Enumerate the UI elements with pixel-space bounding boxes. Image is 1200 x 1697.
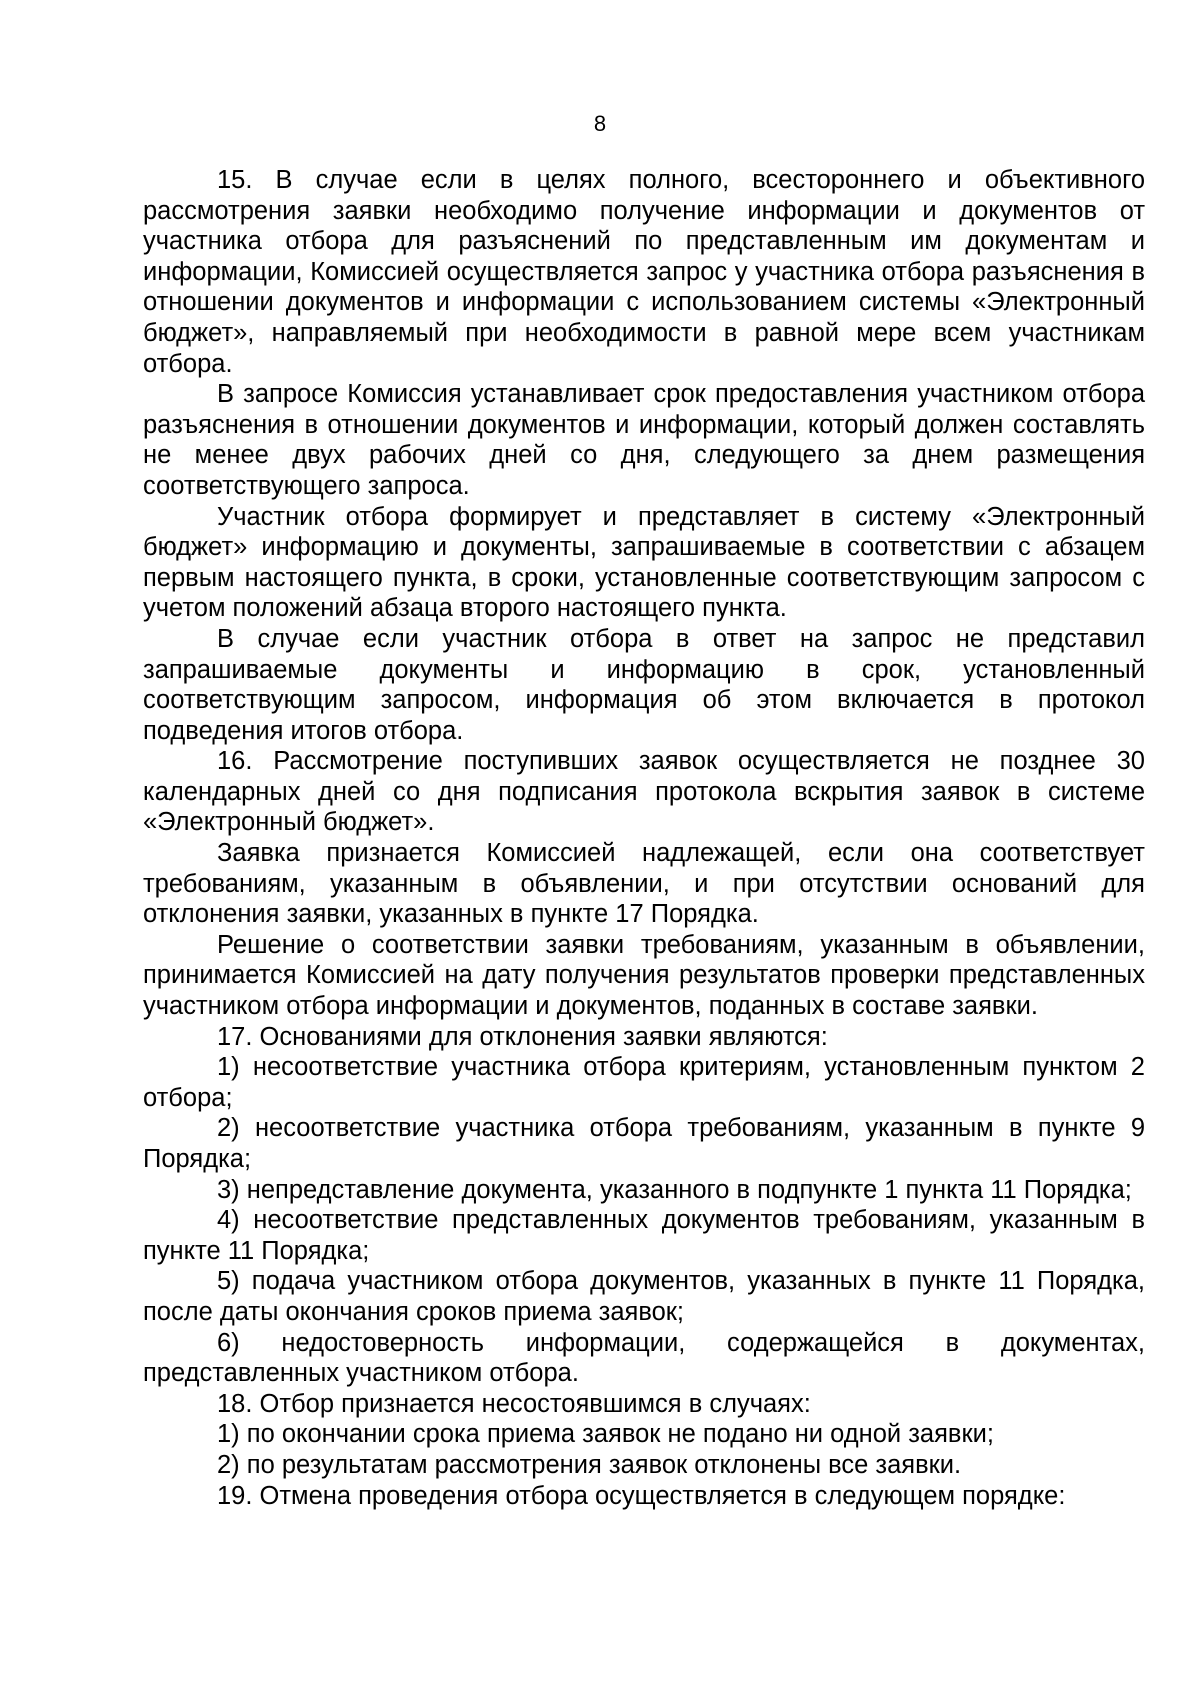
- paragraph-17-item-1: 1) несоответствие участника отбора критериям, установленным пунктом 2 отбора;: [143, 1053, 1145, 1112]
- paragraph-18-item-1: 1) по окончании срока приема заявок не подано ни одной заявки;: [217, 1420, 994, 1449]
- paragraph-17-item-2: 2) несоответствие участника отбора требованиям, указанным в пункте 9 Порядка;: [143, 1114, 1145, 1173]
- paragraph-16-proper-application: Заявка признается Комиссией надлежащей, если она соответствует требованиям, указанным в объявлении, и при отсутствии оснований для отклонения заявки, указанных в пункте 17 Порядка.: [143, 839, 1145, 929]
- paragraph-15-no-response: В случае если участник отбора в ответ на запрос не представил запрашиваемые документы и информацию в срок, установленный соответствующим запросом, информация об этом включается в протокол подведения итогов отбора.: [143, 624, 1145, 745]
- paragraph-15: 15. В случае если в целях полного, всестороннего и объективного рассмотрения заявки необходимо получение информации и документов от участника отбора для разъяснений по представленным им документам и информации, Комиссией осуществляется запрос у участника отбора разъяснения в отношении документов и информации с использованием системы «Электронный бюджет», направляемый при необходимости в равной мере всем участникам отбора.: [143, 166, 1145, 378]
- paragraph-19: 19. Отмена проведения отбора осуществляется в следующем порядке:: [217, 1481, 1066, 1510]
- paragraph-17-item-5: 5) подача участником отбора документов, указанных в пункте 11 Порядка, после даты окончания сроков приема заявок;: [143, 1267, 1145, 1326]
- paragraph-17-item-3: 3) непредставление документа, указанного в подпункте 1 пункта 11 Порядка;: [217, 1175, 1132, 1204]
- paragraph-18: 18. Отбор признается несостоявшимся в случаях:: [217, 1389, 811, 1418]
- document-body: [143, 165, 1145, 1511]
- page-number: 8: [593, 111, 607, 136]
- paragraph-17: 17. Основаниями для отклонения заявки являются:: [217, 1022, 828, 1051]
- paragraph-16-decision: Решение о соответствии заявки требованиям, указанным в объявлении, принимается Комиссией на дату получения результатов проверки представленных участником отбора информации и документов, поданных в составе заявки.: [143, 930, 1145, 1021]
- paragraph-15-participant-response: Участник отбора формирует и представляет в систему «Электронный бюджет» информацию и документы, запрашиваемые в соответствии с абзацем первым настоящего пункта, в сроки, установленные соответствующим запросом с учетом положений абзаца второго настоящего пункта.: [143, 502, 1145, 623]
- paragraph-16: 16. Рассмотрение поступивших заявок осуществляется не позднее 30 календарных дней со дня подписания протокола вскрытия заявок в системе «Электронный бюджет».: [143, 747, 1145, 837]
- paragraph-17-item-4: 4) несоответствие представленных документов требованиям, указанным в пункте 11 Порядка;: [143, 1206, 1145, 1265]
- paragraph-17-item-6: 6) недостоверность информации, содержащейся в документах, представленных участником отбора.: [143, 1328, 1145, 1388]
- paragraph-18-item-2: 2) по результатам рассмотрения заявок отклонены все заявки.: [217, 1450, 962, 1479]
- paragraph-15-request-deadline: В запросе Комиссия устанавливает срок предоставления участником отбора разъяснения в отношении документов и информации, который должен составлять не менее двух рабочих дней со дня, следующего за днем размещения соответствующего запроса.: [143, 380, 1145, 500]
